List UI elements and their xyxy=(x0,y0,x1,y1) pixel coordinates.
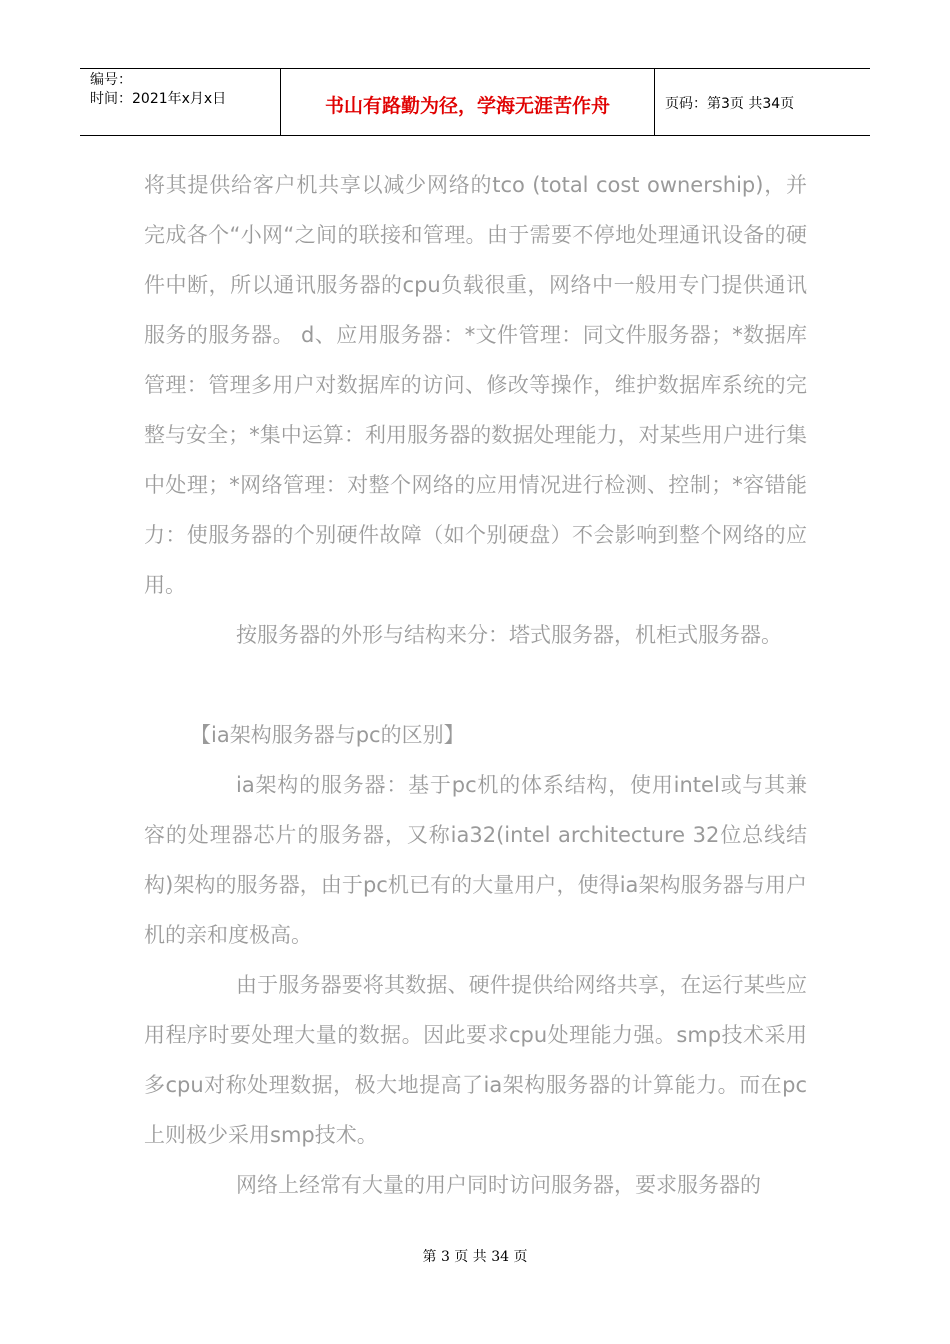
page-footer: 第 3 页 共 34 页 xyxy=(422,1249,528,1265)
header-motto: 书山有路勤为径，学海无涯苦作舟 xyxy=(281,69,655,135)
body-paragraph: 按服务器的外形与结构来分：塔式服务器，机柜式服务器。 xyxy=(236,623,782,647)
header-meta xyxy=(80,69,281,135)
document-date-label: 时间：2021年x月x日 xyxy=(90,91,227,107)
body-paragraph: 网络上经常有大量的用户同时访问服务器，要求服务器的 xyxy=(236,1173,761,1197)
body-paragraph: 由于服务器要将其数据、硬件提供给网络共享，在运行某些应用程序时要处理大量的数据。因此要求cpu处理能力强。smp技术采用多cpu对称处理数据，极大地提高了ia架构服务器的计算能力。而在pc上则极少采用smp技术。 xyxy=(144,973,807,1147)
document-number-label: 编号： xyxy=(90,72,132,88)
document-body xyxy=(144,160,807,1210)
body-paragraph: 将其提供给客户机共享以减少网络的tco (total cost ownership)，并完成各个“小网“之间的联接和管理。由于需要不停地处理通讯设备的硬件中断，所以通讯服务器的cpu负载很重，网络中一般用专门提供通讯服务的服务器。 d、应用服务器：*文件管理：同文件服务器；*数据库管理：管理多用户对数据库的访问、修改等操作，维护数据库系统的完整与安全；*集中运算：利用服务器的数据处理能力，对某些用户进行集中处理；*网络管理：对整个网络的应用情况进行检测、控制；*容错能力：使服务器的个别硬件故障（如个别硬盘）不会影响到整个网络的应用。 xyxy=(144,173,807,597)
section-heading: 【ia架构服务器与pc的区别】 xyxy=(190,723,465,747)
header-page-info: 页码：第3页 共34页 xyxy=(665,96,795,112)
body-paragraph: ia架构的服务器：基于pc机的体系结构，使用intel或与其兼容的处理器芯片的服务器，又称ia32(intel architecture 32位总线结构)架构的服务器，由于pc机已有的大量用户，使得ia架构服务器与用户机的亲和度极高。 xyxy=(144,773,807,947)
page-header xyxy=(80,68,870,136)
